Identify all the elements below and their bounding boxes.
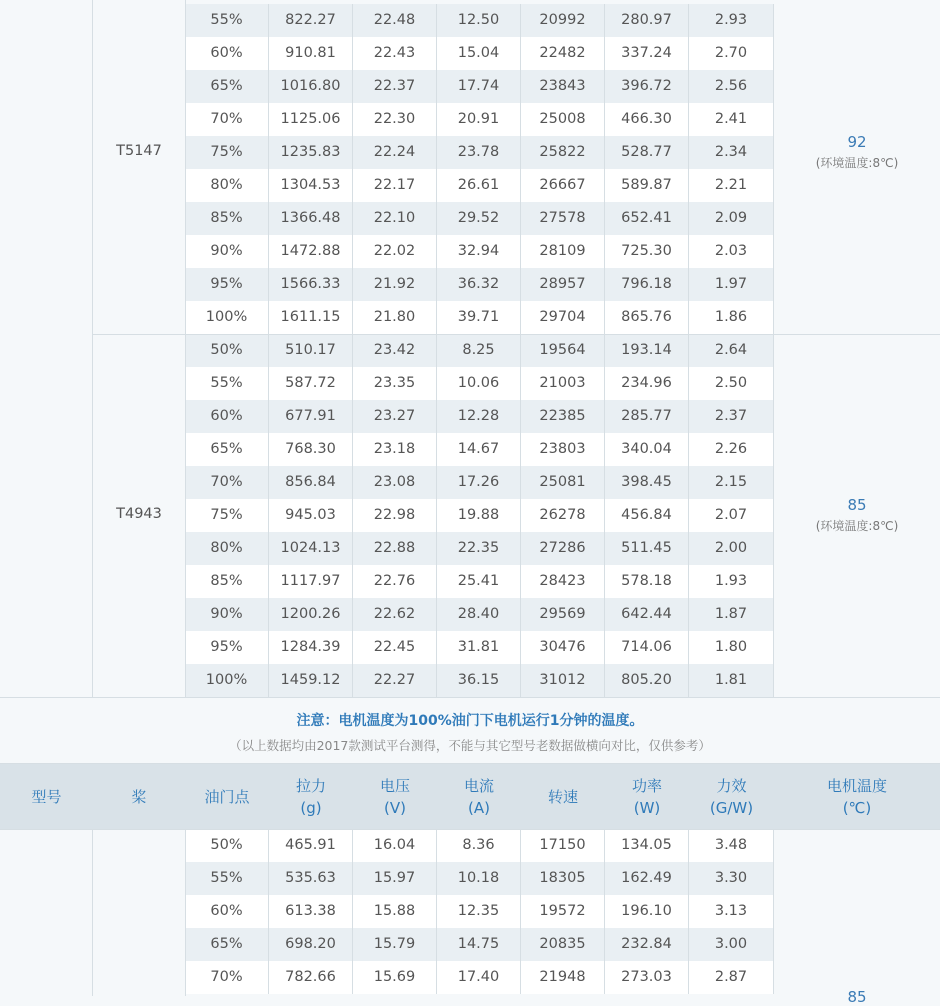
table-cell: 15.69 [353, 961, 437, 994]
table-cell: 16.04 [353, 829, 437, 862]
table-cell: 2.70 [689, 37, 774, 70]
table-cell: 822.27 [269, 4, 353, 37]
table-cell: 2.21 [689, 169, 774, 202]
divider [0, 763, 940, 764]
table-row [185, 136, 774, 169]
divider [185, 0, 186, 698]
table-cell: 910.81 [269, 37, 353, 70]
table-cell: 20835 [521, 928, 605, 961]
table-cell: 3.48 [689, 829, 774, 862]
table-cell: 2.15 [689, 466, 774, 499]
table-cell: 234.96 [605, 367, 689, 400]
table-cell: 31.81 [437, 631, 521, 664]
table-cell: 100% [185, 664, 269, 697]
table-cell: 12.50 [437, 4, 521, 37]
header-current: 电流 (A) [463, 776, 494, 817]
table-cell: 27578 [521, 202, 605, 235]
table-cell: 589.87 [605, 169, 689, 202]
table-cell: 22.27 [353, 664, 437, 697]
table-row [185, 169, 774, 202]
table-cell: 30476 [521, 631, 605, 664]
table-cell: 2.87 [689, 961, 774, 994]
divider [185, 830, 186, 996]
table-cell: 2.37 [689, 400, 774, 433]
table-cell: 23.42 [353, 334, 437, 367]
table-cell: 2.34 [689, 136, 774, 169]
table-cell: 3.30 [689, 862, 774, 895]
table-cell: 15.88 [353, 895, 437, 928]
table-cell: 15.04 [437, 37, 521, 70]
table-cell: 12.28 [437, 400, 521, 433]
table-cell: 725.30 [605, 235, 689, 268]
table-cell: 23.78 [437, 136, 521, 169]
table-row [185, 928, 774, 961]
table-cell: 796.18 [605, 268, 689, 301]
table-cell: 613.38 [269, 895, 353, 928]
table-cell: 55% [185, 367, 269, 400]
table-cell: 14.75 [437, 928, 521, 961]
table-cell: 18305 [521, 862, 605, 895]
table-cell: 22.10 [353, 202, 437, 235]
table-cell: 65% [185, 928, 269, 961]
table-cell: 22.45 [353, 631, 437, 664]
table-cell: 15.97 [353, 862, 437, 895]
table-cell: 17.26 [437, 466, 521, 499]
table-cell: 28.40 [437, 598, 521, 631]
table-cell: 22.48 [353, 4, 437, 37]
table-cell: 23843 [521, 70, 605, 103]
table-cell: 1235.83 [269, 136, 353, 169]
table-cell: 193.14 [605, 334, 689, 367]
table-cell: 196.10 [605, 895, 689, 928]
table-cell: 714.06 [605, 631, 689, 664]
header-rpm: 转速 [547, 787, 578, 806]
motor-temp-value: 85 [847, 988, 867, 1006]
table-cell: 340.04 [605, 433, 689, 466]
table-cell: 1304.53 [269, 169, 353, 202]
table-cell: 162.49 [605, 862, 689, 895]
table-cell: 65% [185, 433, 269, 466]
table-row [185, 334, 774, 367]
motor-temp-value: 92 [847, 133, 867, 151]
disclaimer-line: （以上数据均由2017款测试平台测得，不能与其它型号老数据做横向对比，仅供参考） [229, 738, 711, 753]
table-cell: 17.74 [437, 70, 521, 103]
table-row [185, 862, 774, 895]
table-cell: 28109 [521, 235, 605, 268]
table-cell: 22.98 [353, 499, 437, 532]
table-cell: 23.18 [353, 433, 437, 466]
table-cell: 2.93 [689, 4, 774, 37]
table-row [185, 961, 774, 994]
divider [92, 830, 93, 996]
motor-temp-value: 85 [847, 496, 867, 514]
table-cell: 1117.97 [269, 565, 353, 598]
table-cell: 85% [185, 202, 269, 235]
table-cell: 587.72 [269, 367, 353, 400]
table-cell: 90% [185, 235, 269, 268]
table-cell: 535.63 [269, 862, 353, 895]
note-line: 注意：电机温度为100%油门下电机运行1分钟的温度。 [296, 713, 644, 729]
table-cell: 60% [185, 37, 269, 70]
table-cell: 29704 [521, 301, 605, 334]
table-cell: 23.35 [353, 367, 437, 400]
table-cell: 677.91 [269, 400, 353, 433]
table-cell: 2.09 [689, 202, 774, 235]
table-cell: 280.97 [605, 4, 689, 37]
table-cell: 20.91 [437, 103, 521, 136]
table-cell: 21003 [521, 367, 605, 400]
table-cell: 22385 [521, 400, 605, 433]
table-cell: 21.80 [353, 301, 437, 334]
header-voltage: 电压 (V) [379, 776, 410, 817]
table-cell: 29.52 [437, 202, 521, 235]
table-cell: 8.36 [437, 829, 521, 862]
table-cell: 23.27 [353, 400, 437, 433]
table-row [185, 103, 774, 136]
table-cell: 21948 [521, 961, 605, 994]
table-cell: 20992 [521, 4, 605, 37]
motor-temp-cell-t4943 [774, 496, 940, 534]
table-cell: 2.50 [689, 367, 774, 400]
table-cell: 337.24 [605, 37, 689, 70]
table-cell: 75% [185, 136, 269, 169]
table-row [185, 895, 774, 928]
table-cell: 36.32 [437, 268, 521, 301]
table-cell: 1.86 [689, 301, 774, 334]
table-cell: 23.08 [353, 466, 437, 499]
table-row [185, 664, 774, 697]
table-cell: 28957 [521, 268, 605, 301]
header-prop: 桨 [131, 787, 147, 806]
table-cell: 50% [185, 829, 269, 862]
ambient-temp-note: (环境温度:8℃) [815, 156, 899, 170]
table-cell: 1024.13 [269, 532, 353, 565]
table-cell: 10.06 [437, 367, 521, 400]
table-cell: 1.80 [689, 631, 774, 664]
table-cell: 456.84 [605, 499, 689, 532]
table-cell: 856.84 [269, 466, 353, 499]
table-cell: 578.18 [605, 565, 689, 598]
table-cell: 31012 [521, 664, 605, 697]
table-cell: 28423 [521, 565, 605, 598]
table-row [185, 433, 774, 466]
header-throttle: 油门点 [204, 787, 250, 806]
header-motor-temp: 电机温度 (℃) [826, 776, 887, 817]
table-cell: 22.76 [353, 565, 437, 598]
table-cell: 8.25 [437, 334, 521, 367]
table-cell: 22.17 [353, 169, 437, 202]
table-cell: 398.45 [605, 466, 689, 499]
table-row [185, 70, 774, 103]
table-row [185, 202, 774, 235]
table-cell: 2.64 [689, 334, 774, 367]
table-cell: 25.41 [437, 565, 521, 598]
table-cell: 55% [185, 862, 269, 895]
table-cell: 273.03 [605, 961, 689, 994]
table-row [185, 37, 774, 70]
header-thrust: 拉力 (g) [295, 776, 326, 817]
table-cell: 26278 [521, 499, 605, 532]
table-cell: 768.30 [269, 433, 353, 466]
table-cell: 805.20 [605, 664, 689, 697]
table-cell: 15.79 [353, 928, 437, 961]
table-cell: 2.26 [689, 433, 774, 466]
table-cell: 27286 [521, 532, 605, 565]
table-row [185, 235, 774, 268]
divider [0, 829, 940, 830]
table-cell: 22.88 [353, 532, 437, 565]
table-cell: 1.87 [689, 598, 774, 631]
table-cell: 1459.12 [269, 664, 353, 697]
table-cell: 19.88 [437, 499, 521, 532]
table-row [185, 829, 774, 862]
table-cell: 29569 [521, 598, 605, 631]
table-cell: 3.13 [689, 895, 774, 928]
table-cell: 25822 [521, 136, 605, 169]
table-cell: 134.05 [605, 829, 689, 862]
table-row [185, 499, 774, 532]
table-row [185, 4, 774, 37]
table-cell: 17.40 [437, 961, 521, 994]
divider [92, 0, 93, 698]
table-cell: 528.77 [605, 136, 689, 169]
table-cell: 1125.06 [269, 103, 353, 136]
table-cell: 2.41 [689, 103, 774, 136]
table-cell: 232.84 [605, 928, 689, 961]
table-cell: 80% [185, 169, 269, 202]
table-cell: 70% [185, 466, 269, 499]
table-cell: 19572 [521, 895, 605, 928]
table-cell: 12.35 [437, 895, 521, 928]
table-cell: 511.45 [605, 532, 689, 565]
table-cell: 22.24 [353, 136, 437, 169]
table-row [185, 268, 774, 301]
table-cell: 19564 [521, 334, 605, 367]
table-cell: 1366.48 [269, 202, 353, 235]
table-cell: 14.67 [437, 433, 521, 466]
table-cell: 945.03 [269, 499, 353, 532]
table-cell: 652.41 [605, 202, 689, 235]
table-row [185, 631, 774, 664]
table-cell: 25008 [521, 103, 605, 136]
table-cell: 60% [185, 400, 269, 433]
table-cell: 22.37 [353, 70, 437, 103]
table-row [185, 301, 774, 334]
table-cell: 1472.88 [269, 235, 353, 268]
header-model: 型号 [31, 787, 62, 806]
table-cell: 1611.15 [269, 301, 353, 334]
table-cell: 10.18 [437, 862, 521, 895]
table-cell: 1284.39 [269, 631, 353, 664]
table-cell: 70% [185, 103, 269, 136]
table-cell: 1.93 [689, 565, 774, 598]
table-row [185, 367, 774, 400]
table-cell: 2.07 [689, 499, 774, 532]
header-power: 功率 (W) [631, 776, 662, 817]
divider [93, 334, 940, 335]
table-cell: 465.91 [269, 829, 353, 862]
table-cell: 3.00 [689, 928, 774, 961]
table-cell: 2.00 [689, 532, 774, 565]
table-cell: 22482 [521, 37, 605, 70]
motor-temp-cell-t5147 [774, 133, 940, 171]
table-cell: 60% [185, 895, 269, 928]
table-cell: 21.92 [353, 268, 437, 301]
table-cell: 698.20 [269, 928, 353, 961]
table-cell: 26667 [521, 169, 605, 202]
table-cell: 32.94 [437, 235, 521, 268]
table-row [185, 565, 774, 598]
model-cell-t4943: T4943 [116, 506, 162, 522]
table-cell: 22.62 [353, 598, 437, 631]
table-cell: 1200.26 [269, 598, 353, 631]
table-cell: 95% [185, 631, 269, 664]
table-cell: 782.66 [269, 961, 353, 994]
table-cell: 25081 [521, 466, 605, 499]
table-cell: 26.61 [437, 169, 521, 202]
table-cell: 100% [185, 301, 269, 334]
ambient-temp-note: (环境温度:8℃) [815, 519, 899, 533]
divider [0, 697, 940, 698]
table-cell: 85% [185, 565, 269, 598]
table-cell: 23803 [521, 433, 605, 466]
table-cell: 510.17 [269, 334, 353, 367]
table-cell: 80% [185, 532, 269, 565]
table-cell: 1016.80 [269, 70, 353, 103]
table-row [185, 400, 774, 433]
table-cell: 285.77 [605, 400, 689, 433]
table-cell: 50% [185, 334, 269, 367]
table-cell: 75% [185, 499, 269, 532]
table-cell: 2.03 [689, 235, 774, 268]
table-cell: 642.44 [605, 598, 689, 631]
table-row [185, 598, 774, 631]
table-cell: 95% [185, 268, 269, 301]
table-header [0, 763, 940, 830]
table-cell: 396.72 [605, 70, 689, 103]
table-cell: 55% [185, 4, 269, 37]
header-efficiency: 力效 (G/W) [709, 776, 754, 817]
table-cell: 2.56 [689, 70, 774, 103]
table-cell: 22.43 [353, 37, 437, 70]
table-cell: 39.71 [437, 301, 521, 334]
table-cell: 70% [185, 961, 269, 994]
model-cell-t5147: T5147 [116, 143, 162, 159]
table-cell: 1.81 [689, 664, 774, 697]
table-cell: 1566.33 [269, 268, 353, 301]
table-cell: 65% [185, 70, 269, 103]
table-cell: 22.35 [437, 532, 521, 565]
table-cell: 17150 [521, 829, 605, 862]
table-cell: 1.97 [689, 268, 774, 301]
table-cell: 36.15 [437, 664, 521, 697]
table-cell: 22.30 [353, 103, 437, 136]
motor-temp-cell-group3 [774, 988, 940, 1006]
table-cell: 90% [185, 598, 269, 631]
table-cell: 22.02 [353, 235, 437, 268]
table-row [185, 466, 774, 499]
note-block [0, 698, 940, 763]
table-row [185, 532, 774, 565]
table-cell: 865.76 [605, 301, 689, 334]
table-cell: 466.30 [605, 103, 689, 136]
